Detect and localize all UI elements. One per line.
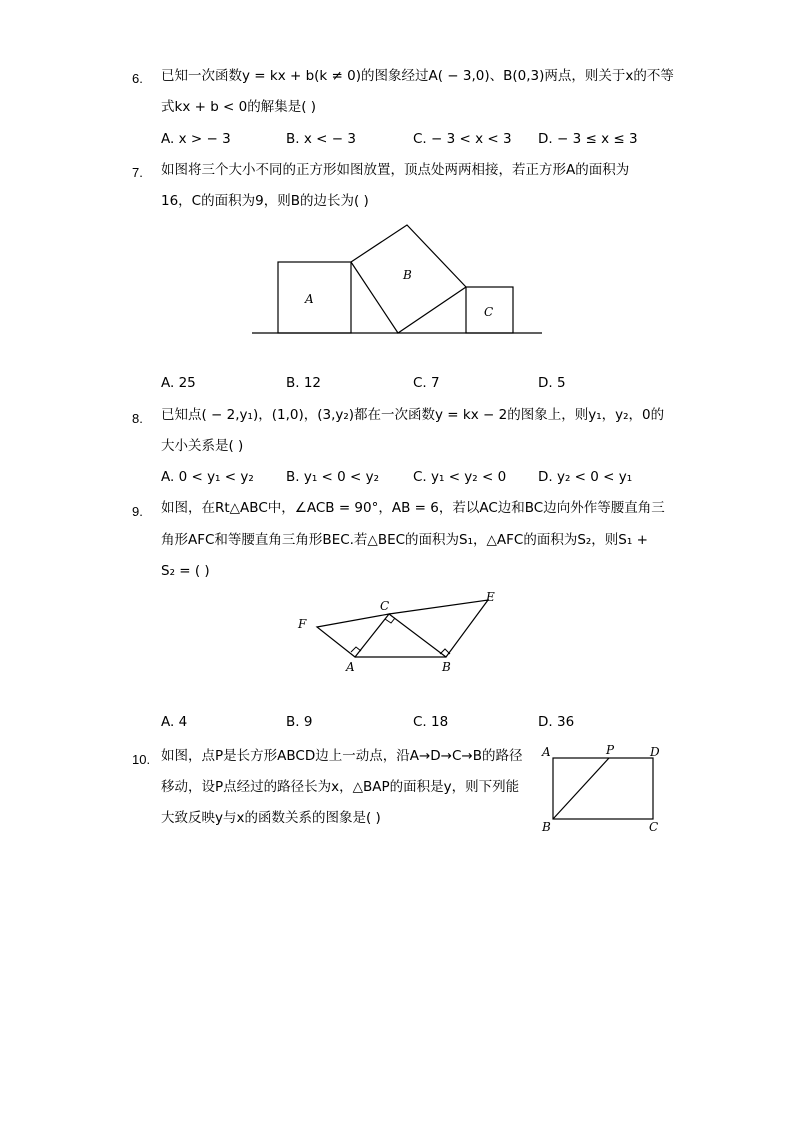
- option-a[interactable]: A. x > − 3: [161, 131, 231, 147]
- question-number: 8.: [132, 411, 143, 426]
- square-a: [278, 262, 351, 333]
- triangles-figure: [290, 585, 510, 677]
- question-text-line: 移动，设P点经过的路径长为x，△BAP的面积是y，则下列能: [161, 779, 520, 795]
- label-f: F: [298, 617, 307, 631]
- triangle-bec: [389, 600, 488, 657]
- question-number: 6.: [132, 71, 143, 86]
- option-c[interactable]: C. − 3 < x < 3: [413, 131, 512, 147]
- question-text-line: 式kx + b < 0的解集是( ): [161, 99, 317, 115]
- label-p: P: [606, 743, 615, 757]
- label-c: C: [380, 599, 390, 613]
- option-d[interactable]: D. 5: [538, 375, 566, 391]
- label-e: E: [486, 590, 495, 604]
- option-a[interactable]: A. 4: [161, 714, 188, 730]
- question-text-line: 角形AFC和等腰直角三角形BEC.若△BEC的面积为S₁，△AFC的面积为S₂，则S₁ +: [161, 532, 648, 548]
- label-a: A: [542, 745, 551, 759]
- label-a: A: [346, 660, 355, 674]
- question-text-line: 已知一次函数y = kx + b(k ≠ 0)的图象经过A( − 3,0)、B(0,3)两点，则关于x的不等: [161, 68, 674, 84]
- option-b[interactable]: B. x < − 3: [286, 131, 356, 147]
- option-c[interactable]: C. 7: [413, 375, 440, 391]
- label-b: B: [442, 660, 451, 674]
- squares-figure: [248, 214, 548, 340]
- question-text-line: 已知点( − 2,y₁)，(1,0)，(3,y₂)都在一次函数y = kx − 2的图象上，则y₁，y₂，0的: [161, 407, 665, 423]
- question-text-line: 16，C的面积为9，则B的边长为( ): [161, 193, 369, 209]
- question-number: 10.: [132, 752, 151, 767]
- question-text-line: 大致反映y与x的函数关系的图象是( ): [161, 810, 381, 826]
- option-d[interactable]: D. y₂ < 0 < y₁: [538, 469, 633, 485]
- question-text-line: 如图，点P是长方形ABCD边上一动点，沿A→D→C→B的路径: [161, 748, 523, 764]
- rectangle-figure: [538, 740, 668, 836]
- question-text-line: 大小关系是( ): [161, 438, 244, 454]
- rectangle-abcd: [553, 758, 653, 819]
- question-text-line: 如图，在Rt△ABC中，∠ACB = 90°，AB = 6，若以AC边和BC边向外作等腰直角三: [161, 500, 665, 516]
- option-b[interactable]: B. 12: [286, 375, 322, 391]
- label-d: D: [650, 745, 660, 759]
- option-a[interactable]: A. 25: [161, 375, 196, 391]
- option-a[interactable]: A. 0 < y₁ < y₂: [161, 469, 254, 485]
- segment-bp: [553, 758, 609, 819]
- question-number: 9.: [132, 504, 143, 519]
- option-d[interactable]: D. 36: [538, 714, 575, 730]
- label-b: B: [542, 820, 551, 834]
- question-number: 7.: [132, 165, 143, 180]
- option-c[interactable]: C. y₁ < y₂ < 0: [413, 469, 507, 485]
- label-c: C: [649, 820, 659, 834]
- label-b: B: [403, 268, 412, 282]
- option-c[interactable]: C. 18: [413, 714, 449, 730]
- option-d[interactable]: D. − 3 ≤ x ≤ 3: [538, 131, 638, 147]
- question-text-line: 如图将三个大小不同的正方形如图放置，顶点处两两相接，若正方形A的面积为: [161, 162, 630, 178]
- label-a: A: [305, 292, 314, 306]
- option-b[interactable]: B. 9: [286, 714, 313, 730]
- question-text-line: S₂ = ( ): [161, 563, 210, 579]
- right-angle-c: [385, 618, 395, 623]
- option-b[interactable]: B. y₁ < 0 < y₂: [286, 469, 380, 485]
- label-c: C: [484, 305, 494, 319]
